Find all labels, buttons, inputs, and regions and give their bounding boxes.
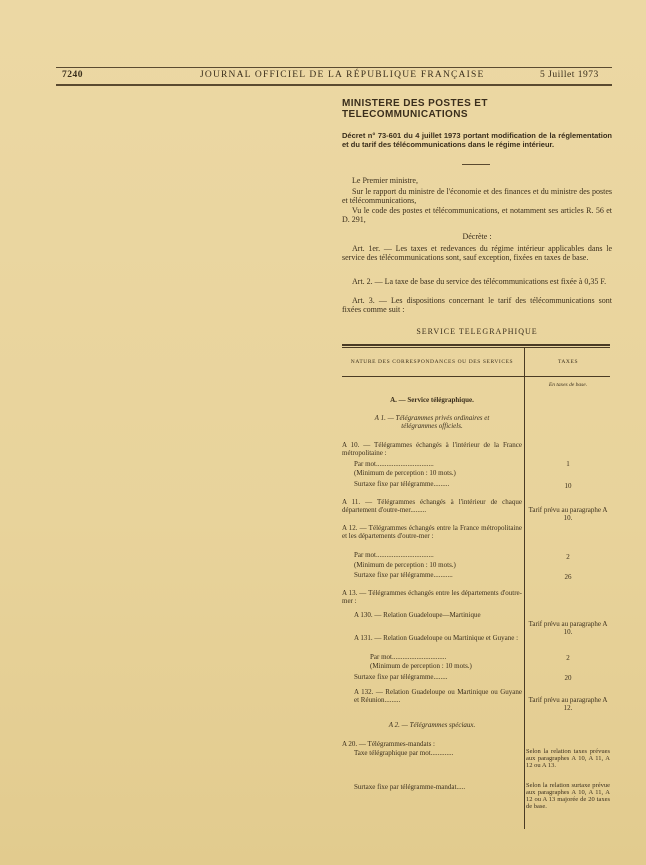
row-a132: A 132. — Relation Guadeloupe ou Martinique ou Guyane et Réunion......... bbox=[354, 688, 522, 704]
header-top-rule bbox=[56, 67, 612, 68]
section-a2-title: A 2. — Télégrammes spéciaux. bbox=[388, 721, 476, 729]
row-a10-surtaxe-value: 10 bbox=[564, 482, 572, 490]
ministry-heading: MINISTERE DES POSTES ET TELECOMMUNICATIONS bbox=[342, 98, 488, 120]
row-a131-par-mot-value: 2 bbox=[566, 654, 570, 662]
row-a131-minimum: (Minimum de perception : 10 mots.) bbox=[370, 662, 472, 670]
section-a1-title: A 1. — Télégrammes privés ordinaires et télégrammes officiels. bbox=[374, 414, 490, 430]
row-a11-value: Tarif prévu au paragraphe A 10. bbox=[528, 506, 608, 522]
column-header-taxes: TAXES bbox=[557, 359, 579, 365]
row-a10-minimum: (Minimum de perception : 10 mots.) bbox=[354, 469, 456, 477]
table-header-rule-right bbox=[524, 376, 610, 377]
page-number: 7240 bbox=[62, 70, 83, 80]
row-a10-surtaxe: Surtaxe fixe par télégramme......... bbox=[354, 480, 450, 488]
paragraph-vu: Vu le code des postes et télécommunications, et notamment ses articles R. 56 et D. 291, bbox=[342, 206, 612, 224]
row-a132-value: Tarif prévu au paragraphe A 12. bbox=[528, 696, 608, 712]
paragraph-art-1: Art. 1er. — Les taxes et redevances du régime intérieur applicables dans le service des télécommunications sont, sauf exception, fixées en taxes de base. bbox=[342, 244, 612, 262]
row-a20-taxe-value: Selon la relation taxes prévues aux paragraphes A 10, A 11, A 12 ou A 13. bbox=[526, 748, 610, 769]
row-a10-par-mot-value: 1 bbox=[566, 460, 570, 468]
row-a20-taxe: Taxe télégraphique par mot............. bbox=[354, 749, 454, 757]
table-header-rule-left bbox=[342, 376, 524, 377]
column-subheader-unit: En taxes de base. bbox=[548, 382, 588, 388]
paragraph-premier-ministre: Le Premier ministre, bbox=[352, 176, 418, 185]
row-a20-surtaxe-value: Selon la relation surtaxe prévue aux paragraphes A 10, A 11, A 12 ou A 13 majorée de 20 taxes de base. bbox=[526, 782, 610, 810]
paragraph-rapport: Sur le rapport du ministre de l'économie et des finances et du ministre des postes et télécommunications, bbox=[342, 187, 612, 205]
row-a12-minimum: (Minimum de perception : 10 mots.) bbox=[354, 561, 456, 569]
row-a10-par-mot: Par mot................................. bbox=[354, 460, 434, 468]
row-a13: A 13. — Télégrammes échangés entre les départements d'outre-mer : bbox=[342, 589, 522, 605]
tariff-table bbox=[342, 344, 610, 829]
paragraph-decrete: Décrète : bbox=[462, 232, 492, 241]
row-a131-surtaxe: Surtaxe fixe par télégramme........ bbox=[354, 673, 448, 681]
row-a12-par-mot-value: 2 bbox=[566, 553, 570, 561]
service-title: SERVICE TELEGRAPHIQUE bbox=[416, 327, 538, 336]
issue-date: 5 Juillet 1973 bbox=[540, 70, 599, 80]
row-a10: A 10. — Télégrammes échangés à l'intérieur de la France métropolitaine : bbox=[342, 441, 522, 457]
table-top-rule bbox=[342, 344, 610, 346]
row-a12-surtaxe: Surtaxe fixe par télégramme........... bbox=[354, 571, 453, 579]
separator-rule bbox=[462, 164, 490, 165]
row-a11: A 11. — Télégrammes échangés à l'intérieur de chaque département d'outre-mer......... bbox=[342, 498, 522, 514]
row-a131-par-mot: Par mot............................... bbox=[370, 653, 447, 661]
row-a130: A 130. — Relation Guadeloupe—Martinique bbox=[354, 611, 481, 619]
section-a-title: A. — Service télégraphique. bbox=[390, 396, 474, 404]
row-a131: A 131. — Relation Guadeloupe ou Martinique et Guyane : bbox=[354, 634, 519, 642]
row-a20-surtaxe: Surtaxe fixe par télégramme-mandat..... bbox=[354, 783, 466, 791]
row-a130-value: Tarif prévu au paragraphe A 10. bbox=[528, 620, 608, 636]
column-header-nature: NATURE DES CORRESPONDANCES OU DES SERVICES bbox=[350, 359, 514, 365]
row-a12-surtaxe-value: 26 bbox=[564, 573, 572, 581]
row-a12-par-mot: Par mot................................. bbox=[354, 551, 434, 559]
row-a131-surtaxe-value: 20 bbox=[564, 674, 572, 682]
row-a20: A 20. — Télégrammes-mandats : bbox=[342, 740, 435, 748]
table-top-rule-thin bbox=[342, 347, 610, 348]
table-column-divider bbox=[524, 348, 525, 829]
paragraph-art-2: Art. 2. — La taxe de base du service des télécommunications est fixée à 0,35 F. bbox=[352, 277, 607, 286]
paragraph-art-3: Art. 3. — Les dispositions concernant le tarif des télécommunications sont fixées comme suit : bbox=[342, 296, 612, 314]
decree-title: Décret n° 73-601 du 4 juillet 1973 portant modification de la réglementation et du tarif des télécommunications dans le régime intérieur. bbox=[342, 131, 612, 149]
journal-title: JOURNAL OFFICIEL DE LA RÉPUBLIQUE FRANÇAISE bbox=[200, 70, 485, 80]
header-bottom-rule bbox=[56, 84, 612, 86]
row-a12: A 12. — Télégrammes échangés entre la France métropolitaine et les départements d'outre-mer : bbox=[342, 524, 522, 540]
